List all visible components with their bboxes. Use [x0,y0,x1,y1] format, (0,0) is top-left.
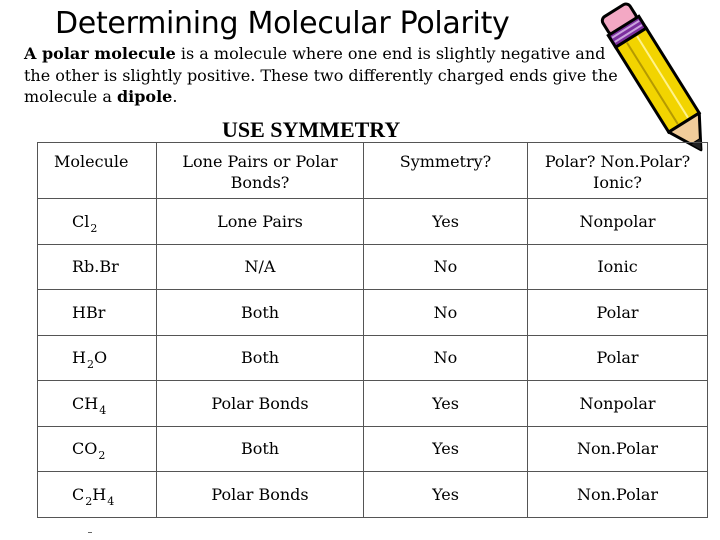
polarity-cell: Polar [528,335,708,381]
molecule-cell [38,381,157,427]
formula-subscript: 4 [107,494,115,508]
formula-subscript: 2 [98,449,106,463]
formula-part: O [93,348,108,368]
symmetry-cell: No [364,335,528,381]
symmetry-cell: Yes [364,426,528,472]
formula-part: H [72,348,86,368]
polarity-table [37,142,708,518]
bonds-cell: N/A [157,244,364,290]
formula-subscript: 2 [85,494,93,508]
table-header-row [38,143,708,199]
pencil-icon [596,2,720,160]
page-title: Determining Molecular Polarity [55,6,510,41]
molecule-cell [38,199,157,245]
formula-subscript: 4 [99,403,107,417]
header-polarity: Polar? Non.Polar? Ionic? [528,143,708,199]
intro-paragraph [24,43,630,108]
polarity-cell: Non.Polar [528,426,708,472]
formula-part: Cl [72,211,90,231]
formula-part: Rb.Br [72,257,119,277]
polarity-cell: Non.Polar [528,472,708,518]
bonds-cell: Both [157,290,364,336]
bonds-cell: Polar Bonds [157,381,364,427]
formula-subscript: 2 [86,358,94,372]
table-row [38,381,708,427]
formula-part: C [72,484,85,504]
polarity-cell: Ionic [528,244,708,290]
table-row [38,290,708,336]
header-symmetry: Symmetry? [364,143,528,199]
polarity-cell: Polar [528,290,708,336]
header-bonds: Lone Pairs or Polar Bonds? [157,143,364,199]
molecule-cell [38,426,157,472]
molecule-cell [38,290,157,336]
formula-subscript: 2 [90,221,98,235]
symmetry-cell: Yes [364,381,528,427]
symmetry-cell: Yes [364,472,528,518]
bonds-cell: Both [157,335,364,381]
stray-mark [88,532,92,533]
bonds-cell: Polar Bonds [157,472,364,518]
header-molecule: Molecule [38,143,157,199]
table-row [38,426,708,472]
symmetry-cell: Yes [364,199,528,245]
intro-key-term: dipole [116,87,173,106]
symmetry-cell: No [364,244,528,290]
symmetry-cell: No [364,290,528,336]
molecule-cell [38,244,157,290]
table-row [38,199,708,245]
bonds-cell: Both [157,426,364,472]
bonds-cell: Lone Pairs [157,199,364,245]
formula-part: H [92,484,107,504]
table-row [38,335,708,381]
molecule-cell [38,335,157,381]
table-row [38,472,708,518]
polarity-cell: Nonpolar [528,381,708,427]
section-heading: USE SYMMETRY [222,117,401,142]
polarity-cell: Nonpolar [528,199,708,245]
molecule-cell [38,472,157,518]
intro-term: A polar molecule [24,44,176,63]
formula-part: CH [72,393,99,413]
formula-part: HBr [72,302,106,322]
formula-part: CO [72,439,98,459]
intro-text: is a molecule where one end is slightly negative and the other is slightly positive. These two differently charged ends give the molecule a [24,44,618,106]
table-row [38,244,708,290]
intro-end: . [172,87,178,106]
